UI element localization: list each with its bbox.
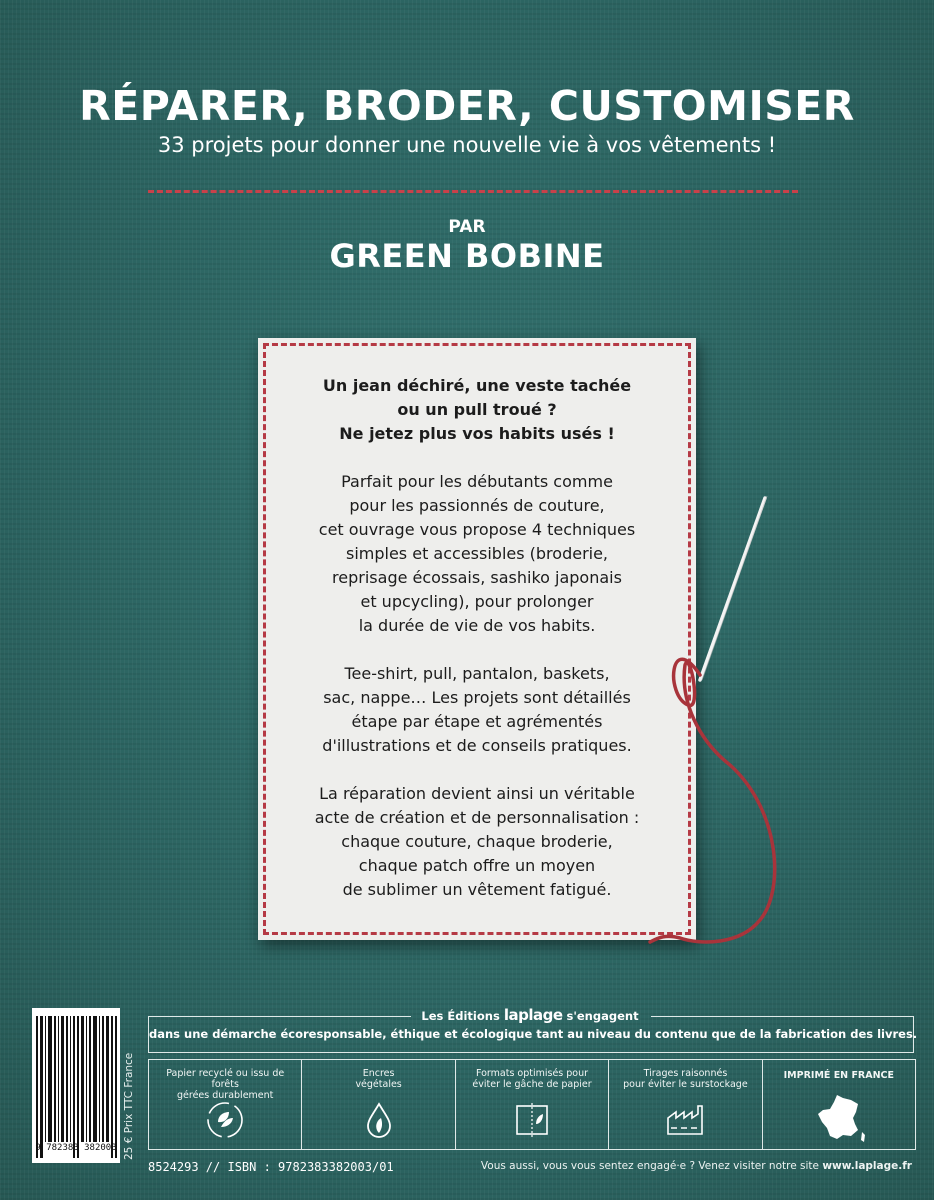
card-text [278, 374, 676, 926]
book-title: RÉPARER, BRODER, CUSTOMISER [79, 82, 855, 130]
book-subtitle: 33 projets pour donner une nouvelle vie à vos vêtements ! [157, 133, 777, 157]
feature-reasoned-print-runs [609, 1060, 762, 1149]
eco-header-suffix: s'engagent [566, 1009, 639, 1023]
author-name: GREEN BOBINE [329, 237, 605, 275]
footer-site-link[interactable]: www.laplage.fr [822, 1160, 912, 1172]
eco-header-prefix: Les Éditions [421, 1009, 500, 1023]
barcode-bars [32, 1008, 120, 1163]
card-lead-paragraph: Un jean déchiré, une veste tachée ou un pull troué ? Ne jetez plus vos habits usés ! [322, 376, 632, 443]
footer-text: Vous aussi, vous vous sentez engagé·e ? Venez visiter notre site [480, 1160, 819, 1172]
barcode [32, 1008, 120, 1163]
feature-recycled-paper [149, 1060, 302, 1149]
price-label: 25 € Prix TTC France [123, 1052, 135, 1160]
card-paragraph: La réparation devient ainsi un véritable acte de création et de personnalisation : chaque couture, chaque broderie, chaque patch offre un moyen de sublimer un vêtement fatigué. [314, 784, 640, 899]
feature-label: Formats optimisés pour éviter le gâche de papier [472, 1068, 592, 1090]
footer-note [481, 1160, 912, 1172]
isbn-line: 8524293 // ISBN : 9782383382003/01 [148, 1160, 394, 1174]
eco-statement: dans une démarche écoresponsable, éthique et écologique tant au niveau du contenu que de la fabrication des livres. [149, 1027, 918, 1041]
feature-label: Tirages raisonnés pour éviter le surstockage [623, 1068, 748, 1090]
card-paragraph: Tee-shirt, pull, pantalon, baskets, sac, nappe… Les projets sont détaillés étape par étape et agrémentés d'illustrations et de conseils pratiques. [322, 664, 632, 755]
feature-label: IMPRIMÉ EN FRANCE [783, 1070, 895, 1081]
needle-thread-icon [640, 490, 780, 960]
description-card [258, 338, 696, 940]
feature-optimized-formats [456, 1060, 609, 1149]
recycle-leaves-icon [205, 1100, 245, 1140]
feature-label: Encres végétales [355, 1068, 402, 1090]
by-label: PAR [448, 217, 486, 237]
eco-statement-box [148, 1016, 918, 1053]
barcode-digits: 9 782383 382003 [35, 1143, 117, 1153]
brand-logo: laplage [503, 1006, 563, 1024]
feature-vegetable-inks [302, 1060, 455, 1149]
feature-label: Papier recyclé ou issu de forêts gérées durablement [166, 1068, 285, 1101]
france-map-icon [813, 1092, 869, 1146]
eco-features [148, 1059, 916, 1150]
ink-drop-leaf-icon [359, 1100, 399, 1140]
paper-format-icon [512, 1100, 552, 1140]
factory-icon [665, 1100, 705, 1140]
stitch-divider [148, 190, 798, 193]
card-paragraph: Parfait pour les débutants comme pour les passionnés de couture, cet ouvrage vous propose 4 techniques simples et accessibles (broderie, reprisage écossais, sashiko japonais et upcycling), pour prolonger la durée de vie de vos habits. [318, 472, 636, 635]
feature-made-in-france [763, 1060, 915, 1149]
